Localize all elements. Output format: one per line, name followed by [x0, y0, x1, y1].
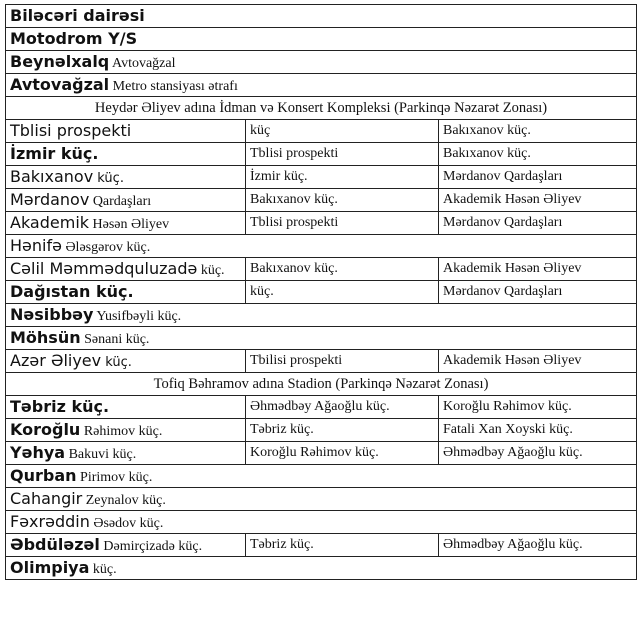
street-name-lead: İzmir küç. [10, 143, 99, 163]
street-row [6, 534, 637, 557]
section-header-row [6, 373, 637, 396]
street-row [6, 465, 637, 488]
street-row [6, 350, 637, 373]
to-street-cell: Mərdanov Qardaşları [439, 281, 637, 304]
street-row [6, 166, 637, 189]
street-name-cell [6, 419, 246, 442]
from-street-cell: Təbriz küç. [246, 534, 439, 557]
street-name-lead: Azər Əliyev [10, 350, 102, 370]
street-row [6, 51, 637, 74]
from-street-cell: İzmir küç. [246, 166, 439, 189]
street-name-lead: Biləcəri dairəsi [10, 5, 145, 25]
street-name-cell [6, 5, 637, 28]
street-name-cell [6, 511, 637, 534]
street-name-cell [6, 281, 246, 304]
street-name-cell [6, 465, 637, 488]
street-name-rest: Avtovağzal [109, 55, 176, 71]
street-name-cell [6, 488, 637, 511]
street-name-rest: Qardaşları [89, 193, 152, 209]
from-street-cell: küç [246, 120, 439, 143]
street-name-lead: Cahangir [10, 488, 83, 508]
street-name-lead: Koroğlu [10, 419, 81, 439]
street-row [6, 258, 637, 281]
street-row [6, 5, 637, 28]
to-street-cell: Fatali Xan Xoyski küç. [439, 419, 637, 442]
to-street-cell: Bakıxanov küç. [439, 120, 637, 143]
street-name-rest: Zeynalov küç. [82, 492, 166, 508]
street-name-lead: Olimpiya [10, 557, 90, 577]
street-name-cell [6, 212, 246, 235]
from-street-cell: Tblisi prospekti [246, 212, 439, 235]
street-name-rest: küç. [89, 561, 117, 577]
street-name-lead: Təbriz küç. [10, 396, 110, 416]
street-name-lead: Dağıstan küç. [10, 281, 134, 301]
street-row [6, 74, 637, 97]
street-name-rest: Bakuvi küç. [65, 446, 137, 462]
street-name-rest: Ələsgərov küç. [61, 239, 151, 255]
section-header-row [6, 97, 637, 120]
street-name-cell [6, 304, 637, 327]
street-row [6, 120, 637, 143]
street-name-cell [6, 258, 246, 281]
street-name-rest: Metro stansiyası ətrafı [109, 78, 238, 94]
street-row [6, 557, 637, 580]
street-name-lead: Mərdanov [10, 189, 90, 209]
street-name-lead: Qurban [10, 465, 77, 485]
from-street-cell: Bakıxanov küç. [246, 258, 439, 281]
to-street-cell: Akademik Həsən Əliyev [439, 189, 637, 212]
street-name-lead: Hənifə [10, 235, 62, 255]
streets-table [5, 4, 637, 580]
street-row [6, 189, 637, 212]
street-name-lead: Beynəlxalq [10, 51, 110, 71]
street-row [6, 143, 637, 166]
street-name-cell [6, 235, 637, 258]
street-row [6, 511, 637, 534]
street-name-rest: Yusifbəyli küç. [93, 308, 182, 324]
street-name-rest: Dəmirçizadə küç. [99, 538, 203, 554]
from-street-cell: küç. [246, 281, 439, 304]
to-street-cell: Mərdanov Qardaşları [439, 166, 637, 189]
street-name-lead: Fəxrəddin [10, 511, 90, 531]
street-row [6, 396, 637, 419]
from-street-cell: Əhmədbəy Ağaoğlu küç. [246, 396, 439, 419]
streets-table-body [6, 5, 637, 580]
street-name-cell [6, 350, 246, 373]
street-name-cell [6, 120, 246, 143]
street-name-lead: Nəsibbəy [10, 304, 94, 324]
street-name-cell [6, 74, 637, 97]
street-name-lead: Avtovağzal [10, 74, 110, 94]
street-name-rest: Sənani küç. [80, 331, 150, 347]
street-name-rest: küç. [101, 354, 132, 370]
street-name-rest: Əsədov küç. [89, 515, 164, 531]
street-name-rest: Həsən Əliyev [89, 216, 170, 232]
street-name-cell [6, 28, 637, 51]
section-title: Heydər Əliyev adına İdman və Konsert Kompleksi (Parkinqə Nəzarət Zonası) [6, 97, 637, 120]
street-name-cell [6, 189, 246, 212]
street-name-rest: küç. [93, 170, 124, 186]
street-row [6, 235, 637, 258]
street-row [6, 419, 637, 442]
street-name-cell [6, 166, 246, 189]
street-name-lead: Yəhya [10, 442, 66, 462]
to-street-cell: Akademik Həsən Əliyev [439, 350, 637, 373]
street-row [6, 28, 637, 51]
street-name-cell [6, 396, 246, 419]
section-title: Tofiq Bəhramov adına Stadion (Parkinqə Nəzarət Zonası) [6, 373, 637, 396]
from-street-cell: Bakıxanov küç. [246, 189, 439, 212]
from-street-cell: Koroğlu Rəhimov küç. [246, 442, 439, 465]
street-row [6, 327, 637, 350]
street-name-cell [6, 557, 637, 580]
street-name-lead: Motodrom Y/S [10, 28, 138, 48]
street-name-rest: küç. [197, 262, 225, 278]
to-street-cell: Əhmədbəy Ağaoğlu küç. [439, 442, 637, 465]
street-row [6, 304, 637, 327]
street-name-lead: Tblisi prospekti [10, 120, 132, 140]
to-street-cell: Əhmədbəy Ağaoğlu küç. [439, 534, 637, 557]
to-street-cell: Mərdanov Qardaşları [439, 212, 637, 235]
street-name-rest: Pirimov küç. [76, 469, 153, 485]
street-name-lead: Akademik [10, 212, 90, 232]
street-name-lead: Möhsün [10, 327, 81, 347]
street-name-lead: Əbdüləzəl [10, 534, 100, 554]
to-street-cell: Bakıxanov küç. [439, 143, 637, 166]
from-street-cell: Tblisi prospekti [246, 143, 439, 166]
street-name-rest: Rəhimov küç. [80, 423, 163, 439]
to-street-cell: Koroğlu Rəhimov küç. [439, 396, 637, 419]
street-row [6, 212, 637, 235]
street-row [6, 442, 637, 465]
to-street-cell: Akademik Həsən Əliyev [439, 258, 637, 281]
street-name-cell [6, 534, 246, 557]
street-name-cell [6, 143, 246, 166]
street-name-cell [6, 442, 246, 465]
from-street-cell: Tbilisi prospekti [246, 350, 439, 373]
street-row [6, 488, 637, 511]
street-name-cell [6, 327, 637, 350]
street-name-lead: Cəlil Məmmədquluzadə [10, 258, 198, 278]
street-name-cell [6, 51, 637, 74]
street-row [6, 281, 637, 304]
street-name-lead: Bakıxanov [10, 166, 94, 186]
from-street-cell: Təbriz küç. [246, 419, 439, 442]
